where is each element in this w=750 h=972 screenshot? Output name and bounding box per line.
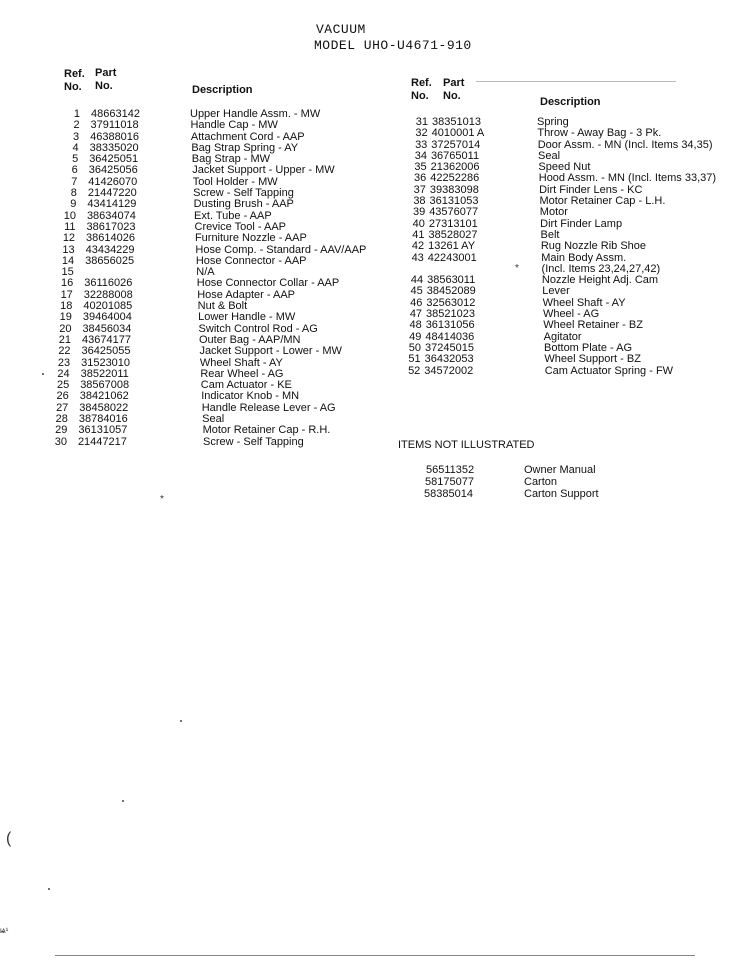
ref-number: 33 <box>415 138 428 151</box>
part-header-line1: Part <box>95 67 117 79</box>
ref-number: 11 <box>64 220 76 233</box>
ref-number: 8 <box>70 187 77 200</box>
ref-number: 39 <box>412 206 426 219</box>
part-description: Handle Release Lever - AG <box>201 401 336 414</box>
ref-number: 16 <box>61 277 74 290</box>
star-mark: * <box>515 263 519 274</box>
parts-row <box>0 425 750 436</box>
part-description: Throw - Away Bag - 3 Pk. <box>537 127 662 140</box>
ref-number: 20 <box>59 322 72 335</box>
left-description-header: Description <box>192 84 253 96</box>
part-number: 27313101 <box>428 217 478 230</box>
part-description: Hose Connector - AAP <box>195 254 307 267</box>
part-description: Jacket Support - Upper - MW <box>192 164 335 177</box>
ref-header-line2: No. <box>64 81 82 93</box>
ref-number: 31 <box>415 116 428 128</box>
part-number: 38521023 <box>426 308 475 321</box>
part-header-line1: Part <box>443 77 465 89</box>
parts-row <box>0 437 750 448</box>
ref-number: 30 <box>54 435 67 448</box>
ref-number: 35 <box>414 161 427 174</box>
part-description: Dirt Finder Lens - KC <box>539 183 643 196</box>
speck <box>122 800 124 802</box>
not-illustrated-list <box>0 465 750 501</box>
part-description: Upper Handle Assm. - MW <box>190 108 321 120</box>
ref-number: 14 <box>61 254 75 267</box>
ref-number: 48 <box>409 319 422 332</box>
part-description: Hose Comp. - Standard - AAV/AAP <box>195 243 367 256</box>
star-mark: * <box>160 494 164 505</box>
parts-row <box>0 196 750 207</box>
ref-number: 44 <box>410 274 424 287</box>
ref-number: 24 <box>57 367 70 380</box>
part-description: Motor Retainer Cap - R.H. <box>202 424 331 437</box>
part-number: 36425055 <box>81 345 131 358</box>
ref-number: 5 <box>72 153 79 166</box>
speck <box>42 373 44 375</box>
ref-number: 25 <box>56 379 70 392</box>
part-description: Crevice Tool - AAP <box>194 220 287 233</box>
ref-number: 47 <box>409 308 423 321</box>
ref-number: 45 <box>410 285 423 298</box>
part-description: Wheel Support - BZ <box>544 353 641 366</box>
parts-row <box>0 128 750 139</box>
part-number: 36425056 <box>88 164 138 177</box>
part-description: Wheel - AG <box>542 308 600 321</box>
part-number: 46388016 <box>90 130 140 143</box>
part-description: Indicator Knob - MN <box>201 390 300 403</box>
part-number: 41426070 <box>88 175 138 188</box>
bottom-left-mark: ѩ¹ <box>0 926 9 935</box>
part-number: 38528027 <box>428 228 478 241</box>
not-illustrated-heading: ITEMS NOT ILLUSTRATED <box>398 439 535 451</box>
parts-row <box>0 320 750 331</box>
parts-row <box>0 354 750 365</box>
part-number: 43414129 <box>87 198 137 211</box>
part-number: 43674177 <box>82 333 131 346</box>
parts-row <box>0 275 750 286</box>
part-description: Bag Strap Spring - AY <box>191 141 299 154</box>
part-header-line2: No. <box>95 80 113 92</box>
parts-row <box>0 286 750 297</box>
ref-number: 3 <box>72 130 80 143</box>
part-number: 37257014 <box>431 138 481 151</box>
part-description: Wheel Shaft - AY <box>199 356 283 369</box>
part-description: Lower Handle - MW <box>198 311 296 324</box>
parts-row <box>0 298 750 309</box>
ref-number: 36 <box>414 172 427 185</box>
ref-number: 21 <box>58 333 71 346</box>
part-number: 36765011 <box>430 149 480 162</box>
part-description: N/A <box>196 266 215 279</box>
part-number: 43576077 <box>429 206 479 219</box>
part-description: Door Assm. - MN (Incl. Items 34,35) <box>537 138 713 151</box>
part-number: 36425051 <box>89 153 139 166</box>
part-description: Tool Holder - MW <box>192 175 278 188</box>
part-description: Nut & Bolt <box>197 300 248 313</box>
part-description: Nozzle Height Adj. Cam <box>541 274 659 287</box>
part-description: Outer Bag - AAP/MN <box>199 333 301 346</box>
part-description: Agitator <box>543 330 582 343</box>
part-number: 21447217 <box>77 435 127 448</box>
ref-number: 12 <box>62 232 76 245</box>
part-description: Cam Actuator - KE <box>200 379 292 392</box>
model-number: MODEL UHO-U4671-910 <box>314 38 472 53</box>
ref-number: 22 <box>58 345 71 358</box>
ref-number: 50 <box>408 341 421 354</box>
part-number: 13261 AY <box>428 240 476 253</box>
ref-header-line1: Ref. <box>411 77 432 89</box>
part-description: Lever <box>542 285 570 298</box>
part-number: 36116026 <box>84 277 133 290</box>
part-number: 40201085 <box>83 300 133 313</box>
ref-number: 37 <box>413 183 426 196</box>
ref-header-line1: Ref. <box>64 68 85 80</box>
part-number: 48414036 <box>425 330 475 343</box>
part-description: Hood Assm. - MN (Incl. Items 33,37) <box>538 172 717 185</box>
ref-number: 4 <box>72 141 79 154</box>
part-description: Owner Manual <box>524 464 596 476</box>
part-description: Cam Actuator Spring - FW <box>544 364 674 377</box>
document-title: VACUUM <box>316 22 366 37</box>
part-number: 37245015 <box>425 341 474 354</box>
part-number: 42252286 <box>430 172 480 185</box>
not-illustrated-row <box>0 477 750 489</box>
part-number: 38335020 <box>89 141 139 154</box>
part-number: 38656025 <box>85 254 135 267</box>
part-number: 38421062 <box>79 390 129 403</box>
part-description: Hose Adapter - AAP <box>197 288 296 301</box>
part-number: 36432053 <box>424 353 474 366</box>
part-description: Dusting Brush - AAP <box>193 198 294 211</box>
not-illustrated-row <box>0 465 750 477</box>
parts-row <box>0 151 750 162</box>
part-number: 38458022 <box>79 401 129 414</box>
part-description: (Incl. Items 23,24,27,42) <box>541 262 661 275</box>
part-number: 38617023 <box>86 220 136 233</box>
ref-number: 19 <box>59 311 72 324</box>
ref-header-line2: No. <box>411 90 429 102</box>
part-description: Rug Nozzle Rib Shoe <box>540 240 647 253</box>
part-number: 38522011 <box>80 367 129 380</box>
part-number: 39464004 <box>82 311 132 324</box>
left-bracket-mark: ( <box>6 830 12 847</box>
parts-row <box>0 366 750 377</box>
ref-number: 17 <box>60 288 73 301</box>
parts-row <box>0 207 750 218</box>
part-number: 56511352 <box>426 464 475 476</box>
part-description: Main Body Assm. <box>541 251 627 264</box>
part-description: Switch Control Rod - AG <box>198 322 318 335</box>
part-description: Attachment Cord - AAP <box>190 130 305 143</box>
part-description: Screw - Self Tapping <box>193 187 294 200</box>
right-parts-list <box>0 117 750 377</box>
part-number: 42243001 <box>427 251 477 264</box>
parts-row <box>0 140 750 151</box>
scan-line <box>476 81 676 82</box>
part-number: 38614026 <box>86 232 135 245</box>
part-number: 38351013 <box>432 116 481 128</box>
scan-line <box>55 955 695 956</box>
part-description: Seal <box>538 149 561 162</box>
ref-number: 52 <box>408 364 421 377</box>
part-description: Motor <box>539 206 568 219</box>
part-description: Rear Wheel - AG <box>200 367 284 380</box>
ref-number: 41 <box>412 228 425 241</box>
speck <box>48 888 50 890</box>
part-description: Handle Cap - MW <box>190 119 278 132</box>
ref-number: 15 <box>61 266 74 279</box>
part-number: 36131053 <box>429 195 479 208</box>
part-description: Bag Strap - MW <box>191 153 271 166</box>
part-description: Dirt Finder Lamp <box>540 217 623 230</box>
part-number: 38452089 <box>426 285 476 298</box>
part-number: 32288008 <box>83 288 133 301</box>
ref-number: 1 <box>73 108 80 120</box>
ref-number: 27 <box>56 401 69 414</box>
ref-number: 9 <box>70 198 77 211</box>
part-description: Belt <box>540 228 560 241</box>
left-ref-header <box>64 68 85 94</box>
part-number: 38567008 <box>80 379 130 392</box>
part-description: Seal <box>202 413 225 426</box>
part-number: 43434229 <box>85 243 135 256</box>
part-number: 34572002 <box>424 364 474 377</box>
part-description: Jacket Support - Lower - MW <box>199 345 342 358</box>
part-description: Ext. Tube - AAP <box>194 209 272 222</box>
parts-row <box>0 241 750 252</box>
ref-number: 49 <box>409 330 422 343</box>
ref-number: 10 <box>63 209 76 222</box>
part-description: Carton Support <box>524 488 599 500</box>
part-number: 37911018 <box>90 119 139 132</box>
part-description: Hose Connector Collar - AAP <box>196 277 340 290</box>
parts-row <box>0 219 750 230</box>
part-number: 36131057 <box>78 424 128 437</box>
part-description: Furniture Nozzle - AAP <box>194 232 307 245</box>
ref-number: 7 <box>71 175 78 188</box>
part-number: 21362006 <box>430 161 480 174</box>
ref-number: 42 <box>411 240 425 253</box>
ref-number: 34 <box>414 149 427 162</box>
ref-number: 38 <box>413 195 426 208</box>
part-number: 38784016 <box>78 413 128 426</box>
part-description: Screw - Self Tapping <box>203 435 304 448</box>
ref-number: 46 <box>410 296 423 309</box>
part-description: Wheel Retainer - BZ <box>543 319 643 332</box>
not-illustrated-row <box>0 489 750 501</box>
right-part-header <box>443 77 464 103</box>
part-number: 39383098 <box>429 183 479 196</box>
ref-number: 26 <box>56 390 69 403</box>
ref-number: 40 <box>412 217 425 230</box>
part-number: 31523010 <box>81 356 131 369</box>
ref-number: 2 <box>73 119 80 132</box>
part-header-line2: No. <box>443 90 461 102</box>
part-number: 36131056 <box>425 319 475 332</box>
part-number: 38456034 <box>82 322 132 335</box>
right-description-header: Description <box>540 96 601 108</box>
part-number: 58175077 <box>425 476 474 488</box>
speck <box>180 720 182 722</box>
part-number: 58385014 <box>424 488 473 500</box>
parts-row <box>0 332 750 343</box>
right-ref-header <box>411 77 432 103</box>
part-number: 48663142 <box>91 108 140 120</box>
ref-number: 23 <box>57 356 71 369</box>
ref-number: 18 <box>60 300 73 313</box>
part-number: 38634074 <box>86 209 136 222</box>
ref-number: 28 <box>55 413 68 426</box>
part-description: Wheel Shaft - AY <box>542 296 626 309</box>
part-number: 32563012 <box>426 296 476 309</box>
left-part-header <box>95 67 116 93</box>
part-number: 38563011 <box>427 274 476 287</box>
part-description: Carton <box>524 476 558 488</box>
part-number: 4010001 A <box>431 127 485 140</box>
part-description: Motor Retainer Cap - L.H. <box>539 195 666 208</box>
ref-number: 29 <box>55 424 68 437</box>
part-description: Spring <box>537 116 569 128</box>
part-description: Speed Nut <box>538 161 591 174</box>
ref-number: 13 <box>62 243 75 256</box>
part-number: 21447220 <box>87 187 137 200</box>
ref-number: 51 <box>408 353 421 366</box>
ref-number: 32 <box>415 127 428 140</box>
ref-number: 6 <box>71 164 78 177</box>
ref-number: 43 <box>411 251 424 264</box>
part-description: Bottom Plate - AG <box>544 341 633 354</box>
